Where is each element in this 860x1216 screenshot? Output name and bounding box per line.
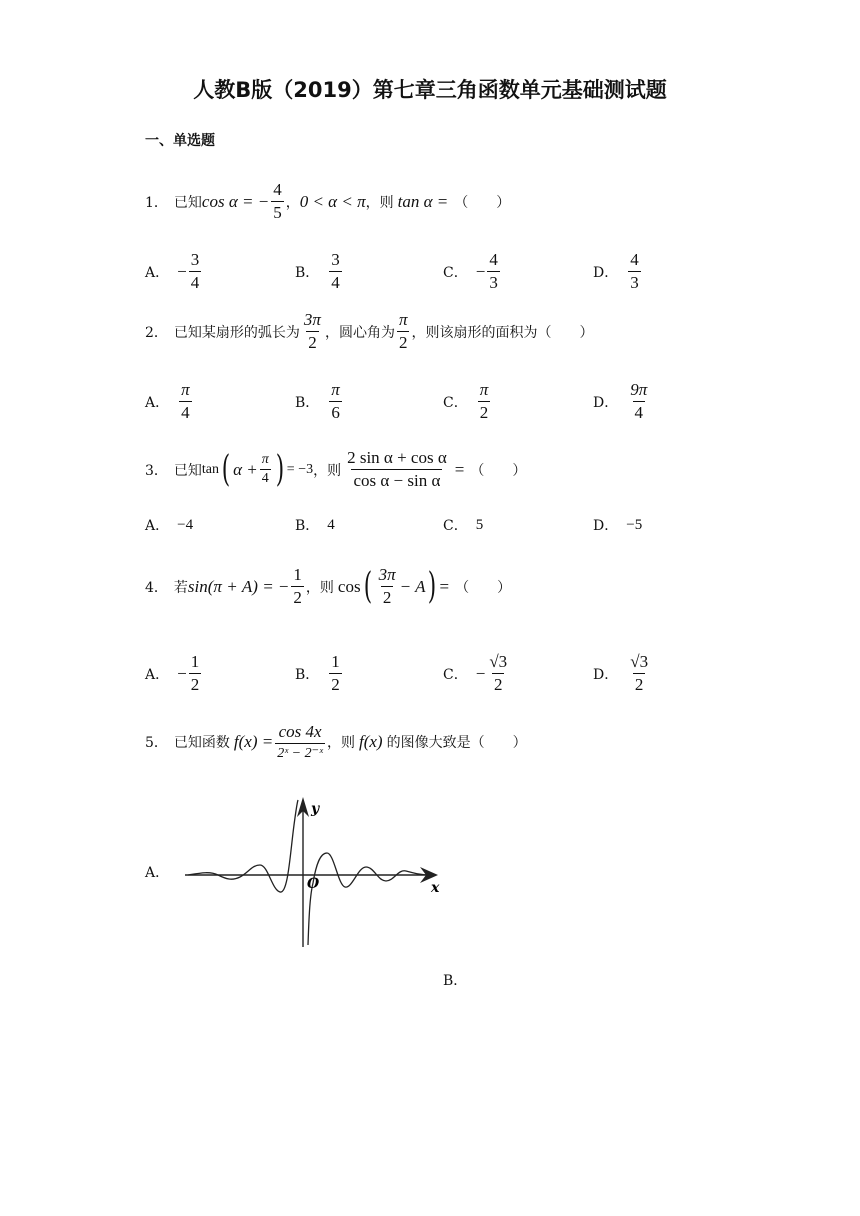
option-label: C． <box>443 666 468 683</box>
fraction <box>377 565 398 608</box>
option-sign: − <box>177 261 187 281</box>
option-c[interactable] <box>443 515 483 535</box>
option-label: B． <box>295 394 320 411</box>
math-expr: sin(π + A) = − <box>187 576 290 596</box>
option-fraction <box>487 652 509 695</box>
left-paren: ( <box>221 448 231 490</box>
fraction <box>302 310 323 353</box>
question-text: 的图像大致是（ ） <box>386 735 527 751</box>
option-value: 5 <box>475 516 484 533</box>
numerator: 3π <box>378 565 396 584</box>
x-axis-label: x <box>431 880 440 896</box>
option-c[interactable] <box>443 652 511 695</box>
numerator: 1 <box>293 565 302 584</box>
question-number: 4． <box>145 579 168 596</box>
numerator: 9π <box>630 380 648 399</box>
right-paren: ) <box>428 565 437 607</box>
option-b[interactable] <box>295 652 344 695</box>
option-fraction <box>329 652 342 695</box>
question-text: 若 <box>173 579 188 596</box>
option-label: A． <box>145 394 170 411</box>
denominator: 6 <box>331 403 340 422</box>
numerator: √3 <box>630 652 649 671</box>
origin-label: O <box>307 876 320 892</box>
option-a[interactable] <box>145 652 203 695</box>
function-curve <box>188 800 430 945</box>
math-expr: = −3 <box>286 461 314 477</box>
math-expr: cos <box>337 576 361 596</box>
question-number: 2． <box>145 324 168 341</box>
math-expr: = <box>454 459 465 479</box>
denominator: 4 <box>331 273 340 292</box>
numerator: 4 <box>630 250 639 269</box>
option-sign: − <box>177 663 187 683</box>
numerator: 3 <box>331 250 340 269</box>
option-a[interactable] <box>145 862 169 882</box>
question-text: 已知 <box>173 194 202 211</box>
numerator: cos 4x <box>278 722 322 741</box>
option-value: −5 <box>626 516 643 533</box>
option-d[interactable] <box>593 250 643 293</box>
question-text: 已知某扇形的弧长为 <box>173 324 300 341</box>
denominator: 2ˣ − 2⁻ˣ <box>275 743 325 762</box>
question-number: 5． <box>145 735 168 751</box>
numerator: 3π <box>303 310 321 329</box>
option-label: D． <box>593 518 619 534</box>
math-expr: cos α = − <box>201 191 270 211</box>
option-label: C． <box>443 394 468 411</box>
math-expr: α + <box>233 459 258 479</box>
option-a[interactable] <box>145 250 203 293</box>
option-fraction <box>189 250 202 293</box>
option-fraction <box>628 652 650 695</box>
denominator: 4 <box>190 273 200 292</box>
option-d[interactable] <box>593 515 642 535</box>
denominator: 5 <box>273 203 282 222</box>
option-fraction <box>478 380 491 423</box>
option-label: B． <box>295 518 320 534</box>
denominator: 2 <box>190 675 200 694</box>
answer-blank: （ ） <box>470 462 527 479</box>
answer-blank: （ ） <box>455 579 512 596</box>
numerator: π <box>261 452 269 467</box>
question-4 <box>145 565 511 608</box>
denominator: 4 <box>634 403 643 422</box>
option-label: D． <box>593 264 619 281</box>
option-value: −4 <box>177 516 194 533</box>
option-c[interactable] <box>443 380 492 423</box>
option-label: B． <box>295 264 320 281</box>
question-text: ，则 <box>305 579 334 596</box>
option-label: A． <box>145 264 170 281</box>
denominator: 2 <box>308 333 317 352</box>
option-b[interactable] <box>295 380 344 423</box>
option-fraction <box>628 250 641 293</box>
option-fraction <box>179 380 192 423</box>
option-label: D． <box>593 394 619 411</box>
numerator: √3 <box>489 652 508 671</box>
denominator: 2 <box>634 675 644 694</box>
denominator: 3 <box>489 273 498 292</box>
option-label: B． <box>295 666 320 683</box>
fraction <box>291 565 304 608</box>
fraction <box>397 310 410 353</box>
answer-blank: （ ） <box>454 194 511 211</box>
numerator: 1 <box>190 652 200 671</box>
option-a[interactable] <box>145 515 193 535</box>
option-b[interactable] <box>295 515 335 535</box>
right-paren: ) <box>275 448 284 490</box>
numerator: π <box>479 380 489 399</box>
math-expr: = <box>439 576 450 596</box>
fraction <box>260 452 271 487</box>
question-text: ，则 <box>365 194 394 211</box>
math-expr: tan <box>201 461 220 477</box>
question-number: 1． <box>145 194 168 211</box>
question-text: ，则 <box>326 735 355 751</box>
denominator: 2 <box>398 333 408 352</box>
option-fraction <box>487 250 500 293</box>
fraction <box>271 180 284 223</box>
question-text: 已知函数 <box>173 735 230 751</box>
option-c[interactable] <box>443 250 502 293</box>
option-b[interactable] <box>443 970 467 990</box>
question-2 <box>145 310 593 353</box>
option-label: C． <box>443 264 468 281</box>
question-text: ，则该扇形的面积为（ ） <box>411 324 594 341</box>
question-1 <box>145 180 510 223</box>
option-sign: − <box>475 261 486 281</box>
fraction <box>345 448 449 491</box>
numerator: 4 <box>273 180 282 199</box>
option-fraction <box>189 652 202 695</box>
punctuation: ， <box>285 194 300 211</box>
numerator: 3 <box>190 250 200 269</box>
option-value: 4 <box>327 516 335 533</box>
math-expr: f(x) <box>358 732 383 751</box>
function-graph-a <box>180 795 450 955</box>
option-a[interactable] <box>145 380 194 423</box>
fraction <box>275 722 325 762</box>
math-expr: f(x) = <box>233 732 274 751</box>
question-text: ，圆心角为 <box>324 324 395 341</box>
option-fraction <box>329 250 342 293</box>
question-3 <box>145 448 526 491</box>
option-b[interactable] <box>295 250 344 293</box>
option-label: C． <box>443 518 468 534</box>
denominator: 2 <box>479 403 489 422</box>
question-5 <box>145 722 527 762</box>
math-expr: tan α = <box>397 191 449 211</box>
numerator: 4 <box>489 250 498 269</box>
option-fraction <box>628 380 649 423</box>
math-expr: 0 < α < π <box>299 191 366 211</box>
question-number: 3． <box>145 462 168 479</box>
math-expr: − A <box>399 576 426 596</box>
option-fraction <box>329 380 342 423</box>
option-label: A． <box>145 666 170 683</box>
denominator: 2 <box>331 675 340 694</box>
denominator: 4 <box>261 471 269 486</box>
option-label: A． <box>145 865 170 881</box>
option-label: B． <box>443 973 468 989</box>
left-paren: ( <box>363 565 372 607</box>
numerator: 2 sin α + cos α <box>347 448 447 467</box>
denominator: cos α − sin α <box>353 471 441 490</box>
option-label: A． <box>145 518 170 534</box>
numerator: 1 <box>331 652 340 671</box>
numerator: π <box>331 380 340 399</box>
denominator: 2 <box>382 588 392 607</box>
option-sign: − <box>475 663 486 683</box>
question-text: 已知 <box>173 462 202 479</box>
denominator: 2 <box>493 675 503 694</box>
option-d[interactable] <box>593 652 652 695</box>
numerator: π <box>181 380 190 399</box>
denominator: 2 <box>293 588 302 607</box>
question-text: ，则 <box>313 462 342 479</box>
y-axis-label: y <box>311 801 320 817</box>
section-heading: 一、单选题 <box>145 133 215 149</box>
numerator: π <box>398 310 408 329</box>
denominator: 4 <box>181 403 190 422</box>
option-d[interactable] <box>593 380 651 423</box>
page-title: 人教B版（2019）第七章三角函数单元基础测试题 <box>193 78 667 102</box>
option-label: D． <box>593 666 619 683</box>
denominator: 3 <box>630 273 639 292</box>
